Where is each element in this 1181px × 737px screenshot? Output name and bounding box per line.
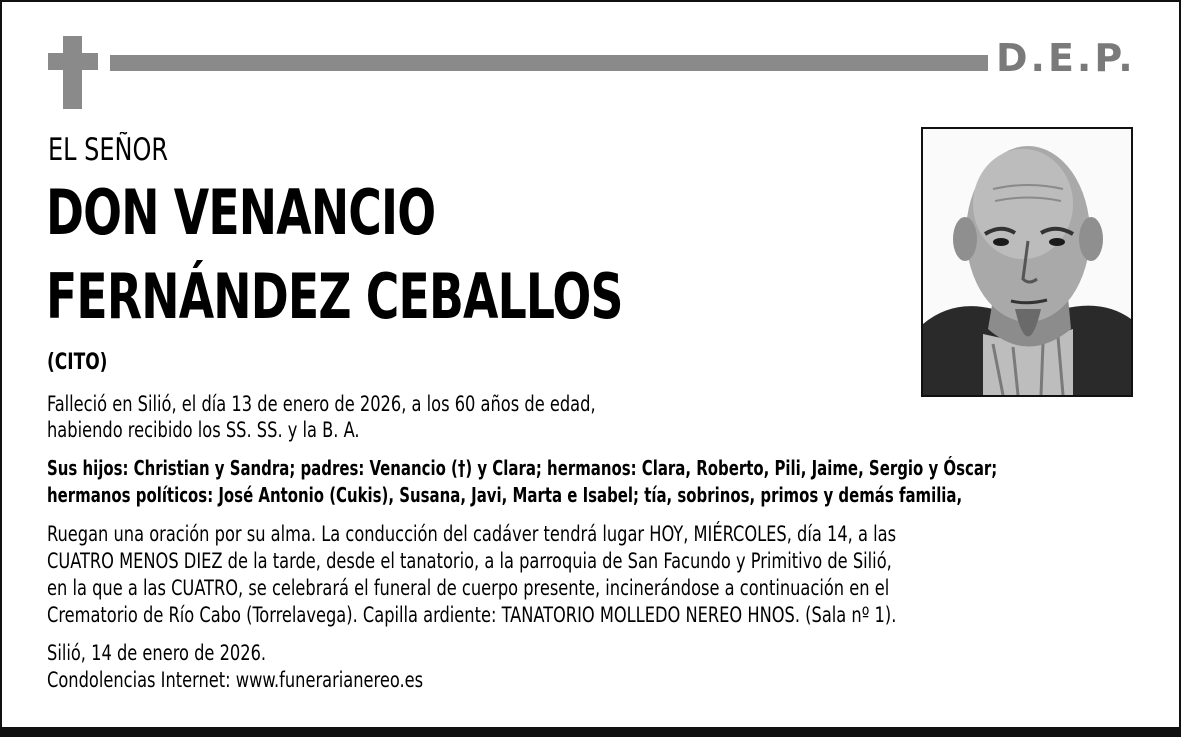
bottom-rule: [0, 727, 1181, 737]
ceremony-line4: Crematorio de Río Cabo (Torrelavega). Capilla ardiente: TANATORIO MOLLEDO NEREO HNOS. (Sala nº 1).: [47, 603, 897, 627]
deceased-name-line2: FERNÁNDEZ CEBALLOS: [46, 260, 623, 333]
ceremony-line3: en la que a las CUATRO, se celebrará el funeral de cuerpo presente, incinerándose a continuación en el: [47, 576, 890, 600]
death-info-line1: Falleció en Silió, el día 13 de enero de 2026, a los 60 años de edad,: [47, 392, 596, 416]
date-place: Silió, 14 de enero de 2026.: [47, 641, 267, 665]
death-info-line2: habiendo recibido los SS. SS. y la B. A.: [47, 418, 360, 442]
cross-icon: [63, 36, 82, 109]
cross-icon-bar: [48, 53, 98, 70]
dep-heading: D.E.P.: [996, 36, 1136, 80]
portrait-image: [923, 129, 1131, 395]
family-line2: hermanos políticos: José Antonio (Cukis), Susana, Javi, Marta e Isabel; tía, sobrinos, primos y demás familia,: [47, 483, 963, 507]
condolences-link: Condolencias Internet: www.funerarianereo.es: [47, 668, 424, 692]
ceremony-line2: CUATRO MENOS DIEZ de la tarde, desde el tanatorio, a la parroquia de San Facundo y Primitivo de Silió,: [47, 549, 892, 573]
nickname: (CITO): [47, 350, 108, 375]
header-rule: [110, 55, 988, 71]
family-line1: Sus hijos: Christian y Sandra; padres: Venancio (†) y Clara; hermanos: Clara, Roberto, Pili, Jaime, Sergio y Óscar;: [47, 456, 998, 480]
deceased-name-line1: DON VENANCIO: [46, 176, 436, 249]
ceremony-line1: Ruegan una oración por su alma. La conducción del cadáver tendrá lugar HOY, MIÉRCOLES, día 14, a las: [47, 522, 897, 546]
honorific: EL SEÑOR: [48, 132, 168, 168]
portrait-photo: [921, 127, 1133, 397]
